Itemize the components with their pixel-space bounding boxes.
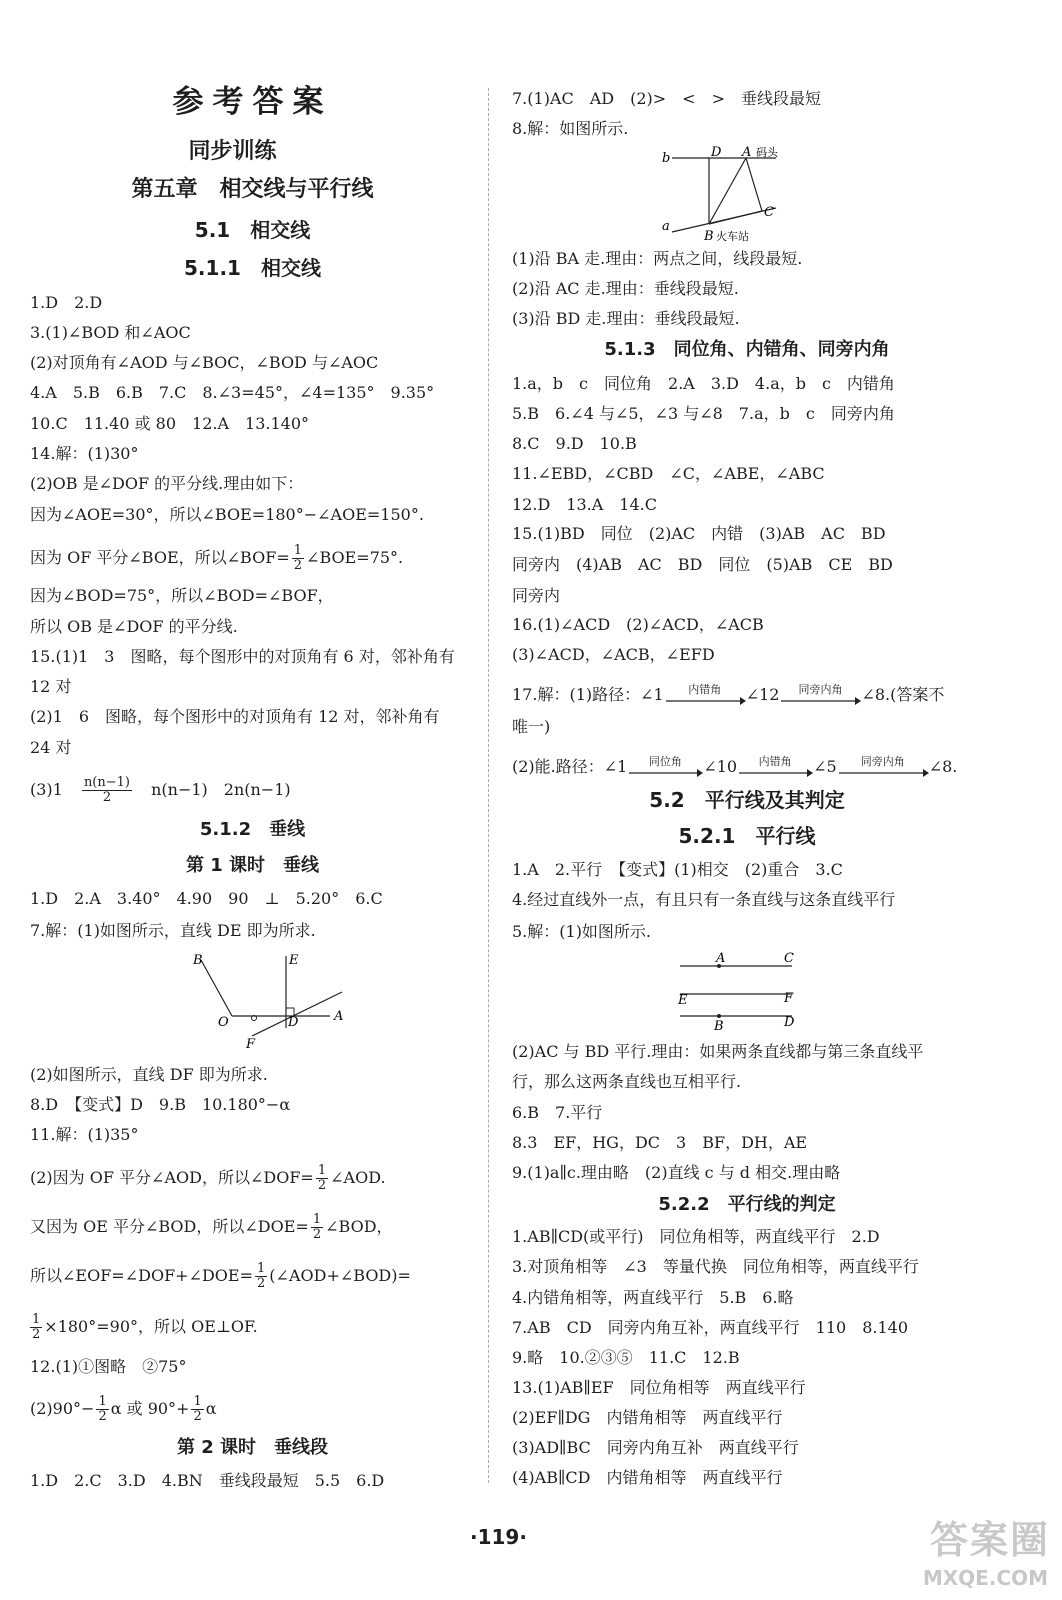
text-fragment: (∠AOD+∠BOD)=: [269, 1266, 411, 1285]
answer-line: 5.解：(1)如图所示.: [512, 922, 652, 941]
fraction-numerator: n(n−1): [83, 775, 130, 790]
point-label: B: [704, 229, 714, 244]
section-heading-5-2-1: 5.2.1 平行线: [678, 824, 816, 848]
fraction-denominator: 2: [102, 790, 112, 805]
point-label: F: [784, 991, 794, 1006]
answer-line: [30, 1262, 411, 1291]
answer-line: 15.(1)BD 同位 (2)AC 内错 (3)AB AC BD: [512, 524, 886, 543]
answer-line: (2)OB 是∠DOF 的平分线.理由如下：: [30, 474, 304, 493]
page-number: ·119·: [470, 1525, 527, 1549]
answer-line: [512, 682, 945, 706]
line-label: a: [662, 219, 670, 234]
page-title: 参考答案: [172, 84, 333, 120]
point-label: B: [714, 1019, 724, 1032]
answer-line: 9.(1)a∥c.理由略 (2)直线 c 与 d 相交.理由略: [512, 1163, 841, 1182]
text-fragment: ∠AOD.: [330, 1168, 386, 1187]
arrow-with-label: [664, 682, 746, 706]
text-fragment: ∠8.(答案不: [861, 685, 945, 704]
answer-line: [30, 1164, 386, 1193]
text-fragment: n(n−1) 2n(n−1): [151, 780, 291, 799]
fraction-numerator: 1: [98, 1394, 107, 1409]
answer-line: 8.解：如图所示.: [512, 119, 629, 138]
point-label: A: [716, 951, 726, 966]
section-heading-5-1-3: 5.1.3 同位角、内错角、同旁内角: [604, 339, 890, 360]
answer-line: 6.B 7.平行: [512, 1103, 603, 1122]
answer-line: 14.解：(1)30°: [30, 444, 139, 463]
answer-line: 4.A 5.B 6.B 7.C 8.∠3=45°，∠4=135° 9.35°: [30, 383, 435, 402]
answer-line: 1.D 2.A 3.40° 4.90 90 ⊥ 5.20° 6.C: [30, 889, 383, 908]
answer-line: [30, 1395, 217, 1424]
fraction: [96, 1395, 108, 1424]
answer-line: 同旁内: [512, 586, 561, 605]
answer-line: 唯一): [512, 717, 551, 736]
answer-line: (1)沿 BA 走.理由：两点之间，线段最短.: [512, 249, 803, 268]
point-label: A: [334, 1009, 344, 1024]
answer-line: 所以 OB 是∠DOF 的平分线.: [30, 617, 238, 636]
fraction-denominator: 2: [193, 1409, 202, 1424]
answer-line: 15.(1)1 3 图略，每个图形中的对顶角有 6 对，邻补角有: [30, 647, 455, 666]
section-heading-5-2: 5.2 平行线及其判定: [649, 788, 845, 812]
point-label: O: [218, 1015, 229, 1030]
answer-line: 1.D 2.D: [30, 293, 103, 312]
lesson-heading-1: 第 1 课时 垂线: [185, 855, 320, 876]
answer-line: 3.(1)∠BOD 和∠AOC: [30, 323, 191, 342]
answer-line: 因为∠AOE=30°，所以∠BOE=180°−∠AOE=150°.: [30, 505, 424, 524]
answer-line: 4.经过直线外一点，有且只有一条直线与这条直线平行: [512, 890, 896, 909]
arrow-icon: [837, 768, 929, 778]
text-fragment: α 或 90°+: [110, 1399, 190, 1418]
answer-line: 1.A 2.平行 【变式】(1)相交 (2)重合 3.C: [512, 860, 843, 879]
answer-line: (2)EF∥DG 内错角相等 两直线平行: [512, 1408, 783, 1427]
text-fragment: 17.解：(1)路径：∠1: [512, 685, 664, 704]
answer-line: (2)如图所示，直线 DF 即为所求.: [30, 1065, 268, 1084]
answer-line: (2)AC 与 BD 平行.理由：如果两条直线都与第三条直线平: [512, 1042, 924, 1061]
arrow-with-label: [837, 754, 929, 778]
answer-line: 7.(1)AC AD (2)> < > 垂线段最短: [512, 89, 821, 108]
perpendicular-figure: [190, 948, 350, 1052]
text-fragment: ∠BOE=75°.: [306, 548, 404, 567]
answer-line: 4.内错角相等，两直线平行 5.B 6.略: [512, 1288, 794, 1307]
text-fragment: ×180°=90°，所以 OE⊥OF.: [44, 1317, 258, 1336]
answer-line: (3)AD∥BC 同旁内角互补 两直线平行: [512, 1438, 799, 1457]
answer-line: 12.D 13.A 14.C: [512, 495, 657, 514]
fraction: [316, 1164, 328, 1193]
answer-line: (2)沿 AC 走.理由：垂线段最短.: [512, 279, 739, 298]
arrow-icon: [779, 696, 861, 706]
answer-line: 12 对: [30, 677, 72, 696]
answer-line: 因为∠BOD=75°，所以∠BOD=∠BOF，: [30, 586, 334, 605]
text-fragment: (2)能.路径：∠1: [512, 757, 628, 776]
fraction: [82, 776, 132, 805]
answer-line: 12.(1)①图略 ②75°: [30, 1357, 187, 1376]
fraction-denominator: 2: [257, 1276, 266, 1291]
arrow-label: 同旁内角: [860, 754, 905, 768]
arrow-label: 内错角: [758, 754, 792, 768]
text-fragment: ∠BOD，: [325, 1217, 393, 1236]
point-label: A: [742, 145, 752, 160]
answer-line: [30, 1313, 258, 1342]
text-fragment: α: [205, 1399, 217, 1418]
arrow-label: 内错角: [688, 682, 722, 696]
parallel-lines-figure: [672, 946, 812, 1032]
arrow-icon: [627, 768, 703, 778]
answer-line: 9.略 10.②③⑤ 11.C 12.B: [512, 1348, 740, 1367]
point-label: E: [678, 993, 688, 1008]
column-divider: [488, 88, 489, 1483]
answer-line: 7.AB CD 同旁内角互补，两直线平行 110 8.140: [512, 1318, 908, 1337]
fraction-denominator: 2: [317, 1178, 327, 1193]
arrow-label: 同旁内角: [798, 682, 843, 696]
answer-line: [30, 1213, 393, 1242]
dock-station-figure: [660, 144, 810, 244]
fraction-denominator: 2: [98, 1409, 107, 1424]
arrow-label: 同位角: [648, 754, 682, 768]
text-fragment: ∠8.: [928, 757, 958, 776]
point-label: C: [784, 951, 794, 966]
text-fragment: 又因为 OE 平分∠BOD，所以∠DOE=: [30, 1217, 309, 1236]
text-fragment: 因为 OF 平分∠BOE，所以∠BOF=: [30, 548, 290, 567]
section-heading-5-1-1: 5.1.1 相交线: [184, 256, 321, 280]
fraction-numerator: 1: [317, 1163, 327, 1178]
point-label: D: [288, 1015, 299, 1030]
text-fragment: ∠12: [745, 685, 780, 704]
fraction-numerator: 1: [293, 543, 303, 558]
dock-label: 码头: [756, 146, 778, 159]
line-label: b: [662, 151, 671, 166]
fraction-denominator: 2: [32, 1327, 41, 1342]
arrow-icon: [664, 696, 746, 706]
section-heading-5-1-2: 5.1.2 垂线: [199, 819, 306, 840]
answer-line: 1.a，b c 同位角 2.A 3.D 4.a，b c 内错角: [512, 374, 895, 393]
answer-line: 1.D 2.C 3.D 4.BN 垂线段最短 5.5 6.D: [30, 1471, 385, 1490]
point-label: F: [246, 1037, 256, 1052]
answer-line: 11.解：(1)35°: [30, 1125, 139, 1144]
fraction: [30, 1313, 42, 1342]
fraction: [311, 1213, 323, 1242]
answer-line: 8.C 9.D 10.B: [512, 434, 637, 453]
answer-line: 24 对: [30, 738, 72, 757]
text-fragment: ∠5: [813, 757, 837, 776]
point-label: C: [764, 205, 774, 220]
fraction-numerator: 1: [257, 1261, 266, 1276]
arrow-with-label: [779, 682, 861, 706]
answer-line: (3)沿 BD 走.理由：垂线段最短.: [512, 309, 740, 328]
arrow-with-label: [627, 754, 703, 778]
answer-line: 13.(1)AB∥EF 同位角相等 两直线平行: [512, 1378, 806, 1397]
answer-line: 16.(1)∠ACD (2)∠ACD，∠ACB: [512, 615, 764, 634]
section-heading-5-2-2: 5.2.2 平行线的判定: [658, 1194, 836, 1215]
answer-line: 8.3 EF，HG，DC 3 BF，DH，AE: [512, 1133, 808, 1152]
answer-line: [512, 754, 958, 778]
answer-line: 同旁内 (4)AB AC BD 同位 (5)AB CE BD: [512, 555, 893, 574]
fraction: [191, 1395, 203, 1424]
answer-line: [30, 776, 291, 805]
answer-line: 3.对顶角相等 ∠3 等量代换 同位角相等，两直线平行: [512, 1257, 919, 1276]
answer-line: (4)AB∥CD 内错角相等 两直线平行: [512, 1468, 783, 1487]
answer-line: 11.∠EBD，∠CBD ∠C，∠ABE，∠ABC: [512, 464, 825, 483]
fraction-numerator: 1: [312, 1212, 322, 1227]
point-label: D: [711, 145, 722, 160]
station-label: 火车站: [716, 230, 749, 243]
arrow-with-label: [737, 754, 813, 778]
point-label: D: [784, 1015, 795, 1030]
watermark-text: 答案圈: [929, 1518, 1050, 1562]
answer-line: [30, 544, 403, 573]
answer-line: (2)对顶角有∠AOD 与∠BOC，∠BOD 与∠AOC: [30, 353, 379, 372]
answer-line: 10.C 11.40 或 80 12.A 13.140°: [30, 414, 310, 433]
answer-line: 5.B 6.∠4 与∠5，∠3 与∠8 7.a，b c 同旁内角: [512, 404, 895, 423]
arrow-icon: [737, 768, 813, 778]
text-fragment: (2)因为 OF 平分∠AOD，所以∠DOF=: [30, 1168, 314, 1187]
watermark-url: MXQE.COM: [922, 1566, 1048, 1590]
text-fragment: (2)90°−: [30, 1399, 95, 1418]
text-fragment: ∠10: [703, 757, 738, 776]
lesson-heading-2: 第 2 课时 垂线段: [176, 1437, 329, 1458]
answer-line: 行，那么这两条直线也互相平行.: [512, 1072, 742, 1091]
fraction: [292, 544, 304, 573]
section-title-sync-training: 同步训练: [188, 139, 277, 164]
text-fragment: 所以∠EOF=∠DOF+∠DOE=: [30, 1266, 254, 1285]
answer-line: (2)1 6 图略，每个图形中的对顶角有 12 对，邻补角有: [30, 707, 440, 726]
chapter-title: 第五章 相交线与平行线: [131, 177, 374, 202]
point-label: B: [193, 953, 203, 968]
fraction-numerator: 1: [193, 1394, 202, 1409]
fraction-denominator: 2: [312, 1227, 322, 1242]
answer-line: 1.AB∥CD(或平行) 同位角相等，两直线平行 2.D: [512, 1227, 880, 1246]
fraction: [255, 1262, 267, 1291]
answer-line: 7.解：(1)如图所示，直线 DE 即为所求.: [30, 921, 316, 940]
answer-line: 8.D 【变式】D 9.B 10.180°−α: [30, 1095, 291, 1114]
fraction-numerator: 1: [32, 1312, 41, 1327]
answer-line: (3)∠ACD，∠ACB，∠EFD: [512, 645, 715, 664]
point-label: E: [289, 953, 299, 968]
text-fragment: (3)1: [30, 780, 63, 799]
fraction-denominator: 2: [293, 558, 303, 573]
section-heading-5-1: 5.1 相交线: [194, 218, 311, 242]
